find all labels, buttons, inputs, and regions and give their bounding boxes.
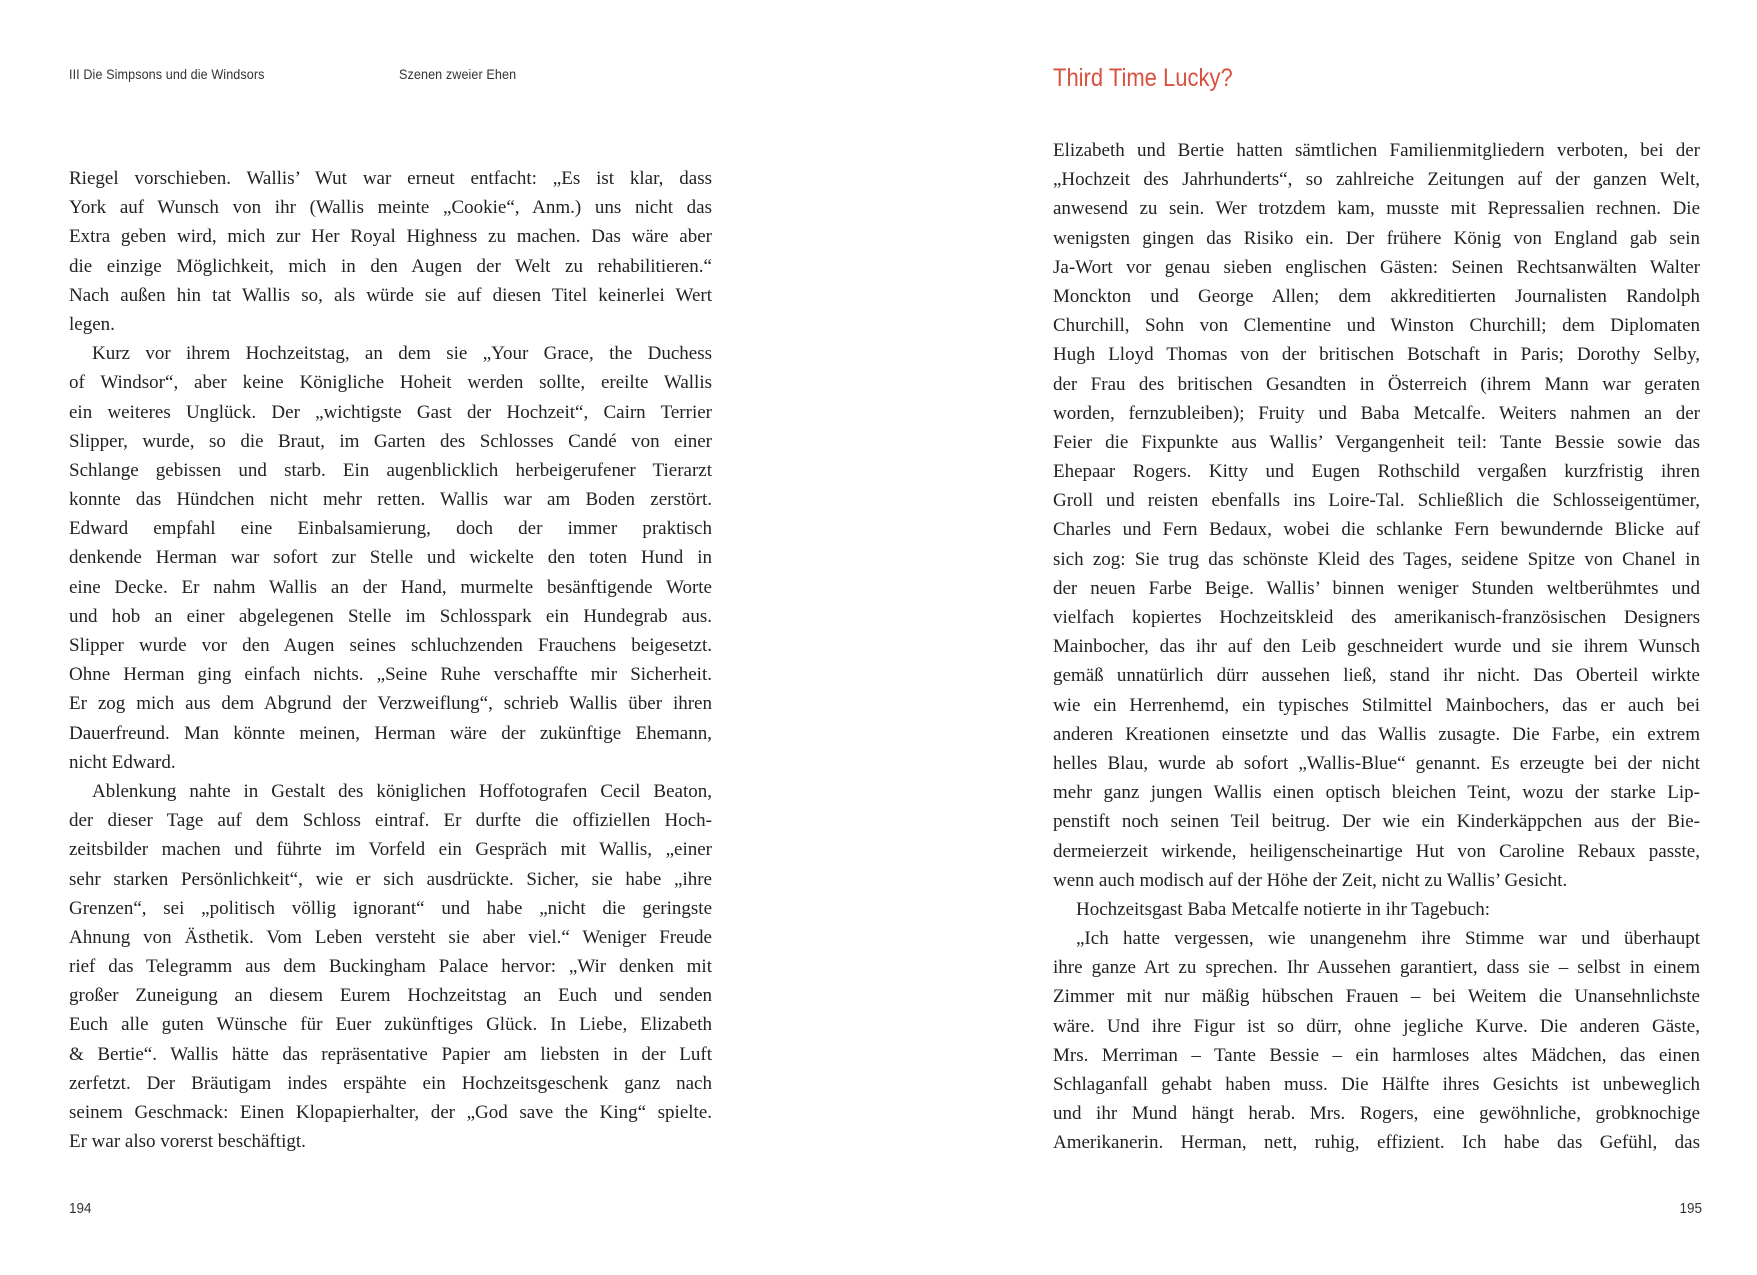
text-line: Feier die Fixpunkte aus Wallis’ Vergangenheit teil: Tante Bessie sowie das (1053, 431, 1700, 453)
text-line: Groll und reisten ebenfalls ins Loire-Tal. Schließlich die Schlosseigentümer, (1053, 490, 1700, 512)
text-line: die einzige Möglichkeit, mich in den Augen der Welt zu rehabilitieren.“ (69, 255, 712, 277)
text-line: Monckton und George Allen; dem akkreditierten Journalisten Randolph (1053, 285, 1700, 307)
text-line: anderen Kreationen einsetzte und das Wallis zusagte. Die Farbe, ein extrem (1053, 723, 1700, 745)
text-line: legen. (69, 313, 115, 335)
text-line: wäre. Und ihre Figur ist so dürr, ohne jegliche Kurve. Die anderen Gäste, (1053, 1015, 1700, 1037)
text-line: Amerikanerin. Herman, nett, ruhig, effizient. Ich habe das Gefühl, das (1053, 1132, 1700, 1154)
text-line: worden, fernzubleiben); Fruity und Baba Metcalfe. Weiters nahmen an der (1053, 402, 1700, 424)
text-line: helles Blau, wurde ab sofort „Wallis-Blue“ genannt. Es erzeugte bei der nicht (1053, 752, 1700, 774)
text-line: anwesend zu sein. Wer trotzdem kam, musste mit Repressalien rechnen. Die (1053, 198, 1700, 220)
text-line: wie ein Herrenhemd, ein typisches Stilmittel Mainbochers, das er auch bei (1053, 694, 1700, 716)
text-line: und ihr Mund hängt herab. Mrs. Rogers, eine gewöhnliche, grobknochige (1053, 1103, 1700, 1125)
text-line: Dauerfreund. Man könnte meinen, Herman wäre der zukünftige Ehemann, (69, 722, 712, 744)
text-line: Kurz vor ihrem Hochzeitstag, an dem sie „Your Grace, the Duchess (92, 343, 712, 365)
text-line: ihre ganze Art zu sprechen. Ihr Aussehen garantiert, dass sie – selbst in einem (1053, 957, 1700, 979)
text-line: & Bertie“. Wallis hätte das repräsentative Papier am liebsten in der Luft (69, 1043, 712, 1065)
text-line: Hugh Lloyd Thomas von der britischen Botschaft in Paris; Dorothy Selby, (1053, 344, 1700, 366)
running-head-section: Szenen zweier Ehen (399, 66, 517, 82)
page-number-left: 194 (69, 1200, 92, 1217)
text-line: denkende Herman war sofort zur Stelle und wickelte den toten Hund in (69, 547, 712, 569)
text-line: seinem Geschmack: Einen Klopapierhalter, der „God save the King“ spielte. (69, 1102, 712, 1123)
text-line: Schlaganfall gehabt haben muss. Die Hälfte ihres Gesichts ist unbeweglich (1053, 1074, 1700, 1095)
text-line: Ohne Herman ging einfach nichts. „Seine Ruhe verschaffte mir Sicherheit. (69, 664, 712, 686)
text-line: Charles und Fern Bedaux, wobei die schlanke Fern bewundernde Blicke auf (1053, 519, 1700, 541)
text-line: vielfach kopiertes Hochzeitskleid des amerikanisch-französischen Designers (1053, 607, 1700, 628)
running-head-chapter: III Die Simpsons und die Windsors (69, 66, 265, 82)
text-line: sehr starken Persönlichkeit“, wie er sich ausdrückte. Sicher, sie habe „ihre (69, 868, 712, 890)
text-line: Er war also vorerst beschäftigt. (69, 1131, 306, 1153)
text-line: der dieser Tage auf dem Schloss eintraf. Er durfte die offiziellen Hoch- (69, 810, 712, 832)
text-line: Mrs. Merriman – Tante Bessie – ein harmloses altes Mädchen, das einen (1053, 1044, 1700, 1066)
text-line: Ahnung von Ästhetik. Vom Leben versteht sie aber viel.“ Weniger Freude (69, 926, 712, 948)
right-body-text (1053, 136, 1700, 1158)
text-line: Ehepaar Rogers. Kitty und Eugen Rothschild vergaßen kurzfristig ihren (1053, 461, 1700, 483)
text-line: sich zog: Sie trug das schönste Kleid des Tages, seidene Spitze von Chanel in (1053, 548, 1700, 570)
text-line: of Windsor“, aber keine Königliche Hoheit werden sollte, ereilte Wallis (69, 372, 712, 394)
text-line: ein weiteres Unglück. Der „wichtigste Gast der Hochzeit“, Cairn Terrier (69, 401, 712, 423)
text-line: Zimmer mit nur mäßig hübschen Frauen – bei Weitem die Unansehnlichste (1053, 986, 1700, 1008)
text-line: Churchill, Sohn von Clementine und Winston Churchill; dem Diplomaten (1053, 315, 1700, 337)
text-line: Slipper, wurde, so die Braut, im Garten des Schlosses Candé von einer (69, 430, 712, 452)
text-line: dermeierzeit wirkende, heiligenscheinartige Hut von Caroline Rebaux passte, (1053, 840, 1700, 862)
text-line: wenn auch modisch auf der Höhe der Zeit, nicht zu Wallis’ Gesicht. (1053, 869, 1568, 891)
text-line: Hochzeitsgast Baba Metcalfe notierte in ihr Tagebuch: (1076, 898, 1491, 920)
right-page (878, 0, 1757, 1275)
text-line: Ja-Wort vor genau sieben englischen Gästen: Seinen Rechtsanwälten Walter (1053, 256, 1700, 278)
text-line: Edward empfahl eine Einbalsamierung, doch der immer praktisch (69, 518, 712, 540)
text-line: großer Zuneigung an diesem Eurem Hochzeitstag an Euch und senden (69, 985, 712, 1007)
text-line: Extra geben wird, mich zur Her Royal Highness zu machen. Das wäre aber (69, 226, 712, 248)
page-number-right: 195 (1679, 1200, 1702, 1217)
text-line: Riegel vorschieben. Wallis’ Wut war erneut entfacht: „Es ist klar, dass (69, 168, 712, 189)
text-line: „Ich hatte vergessen, wie unangenehm ihre Stimme war und überhaupt (1076, 928, 1700, 950)
section-title: Third Time Lucky? (1053, 64, 1233, 92)
text-line: Ablenkung nahte in Gestalt des königlichen Hoffotografen Cecil Beaton, (92, 780, 712, 802)
text-line: Er zog mich aus dem Abgrund der Verzweiflung“, schrieb Wallis über ihren (69, 693, 712, 715)
text-line: und hob an einer abgelegenen Stelle im Schlosspark ein Hundegrab aus. (69, 605, 712, 627)
left-page (0, 0, 878, 1275)
text-line: gemäß unnatürlich dürr aussehen ließ, stand ihr nicht. Das Oberteil wirkte (1053, 665, 1700, 687)
text-line: „Hochzeit des Jahrhunderts“, so zahlreiche Zeitungen auf der ganzen Welt, (1053, 169, 1700, 191)
text-line: Elizabeth und Bertie hatten sämtlichen Familienmitgliedern verboten, bei der (1053, 140, 1700, 161)
text-line: Grenzen“, sei „politisch völlig ignorant“ und habe „nicht die geringste (69, 897, 712, 919)
text-line: penstift noch seinen Teil beitrug. Der wie ein Kinderkäppchen aus der Bie- (1053, 811, 1700, 833)
text-line: mehr ganz jungen Wallis einen optisch bleichen Teint, wozu der starke Lip- (1053, 782, 1700, 804)
text-line: Slipper wurde vor den Augen seines schluchzenden Frauchens beigesetzt. (69, 635, 712, 656)
left-body-text (69, 164, 712, 1156)
text-line: der neuen Farbe Beige. Wallis’ binnen weniger Stunden weltberühmtes und (1053, 577, 1700, 599)
text-line: wenigsten gingen das Risiko ein. Der frühere König von England gab sein (1053, 227, 1700, 249)
text-line: Euch alle guten Wünsche für Euer zukünftiges Glück. In Liebe, Elizabeth (69, 1014, 712, 1036)
text-line: nicht Edward. (69, 751, 176, 773)
text-line: zeitsbilder machen und führte im Vorfeld ein Gespräch mit Wallis, „einer (69, 839, 712, 861)
text-line: zerfetzt. Der Bräutigam indes erspähte ein Hochzeitsgeschenk ganz nach (69, 1072, 712, 1094)
text-line: der Frau des britischen Gesandten in Österreich (ihrem Mann war geraten (1053, 373, 1700, 395)
text-line: York auf Wunsch von ihr (Wallis meinte „Cookie“, Anm.) uns nicht das (69, 197, 712, 219)
text-line: Mainbocher, das ihr auf den Leib geschneidert wurde und sie ihrem Wunsch (1053, 636, 1700, 658)
text-line: rief das Telegramm aus dem Buckingham Palace hervor: „Wir denken mit (69, 956, 712, 978)
text-line: konnte das Hündchen nicht mehr retten. Wallis war am Boden zerstört. (69, 489, 712, 511)
text-line: eine Decke. Er nahm Wallis an der Hand, murmelte besänftigende Worte (69, 576, 712, 598)
text-line: Schlange gebissen und starb. Ein augenblicklich herbeigerufener Tierarzt (69, 459, 712, 481)
text-line: Nach außen hin tat Wallis so, als würde sie auf diesen Titel keinerlei Wert (69, 284, 712, 306)
